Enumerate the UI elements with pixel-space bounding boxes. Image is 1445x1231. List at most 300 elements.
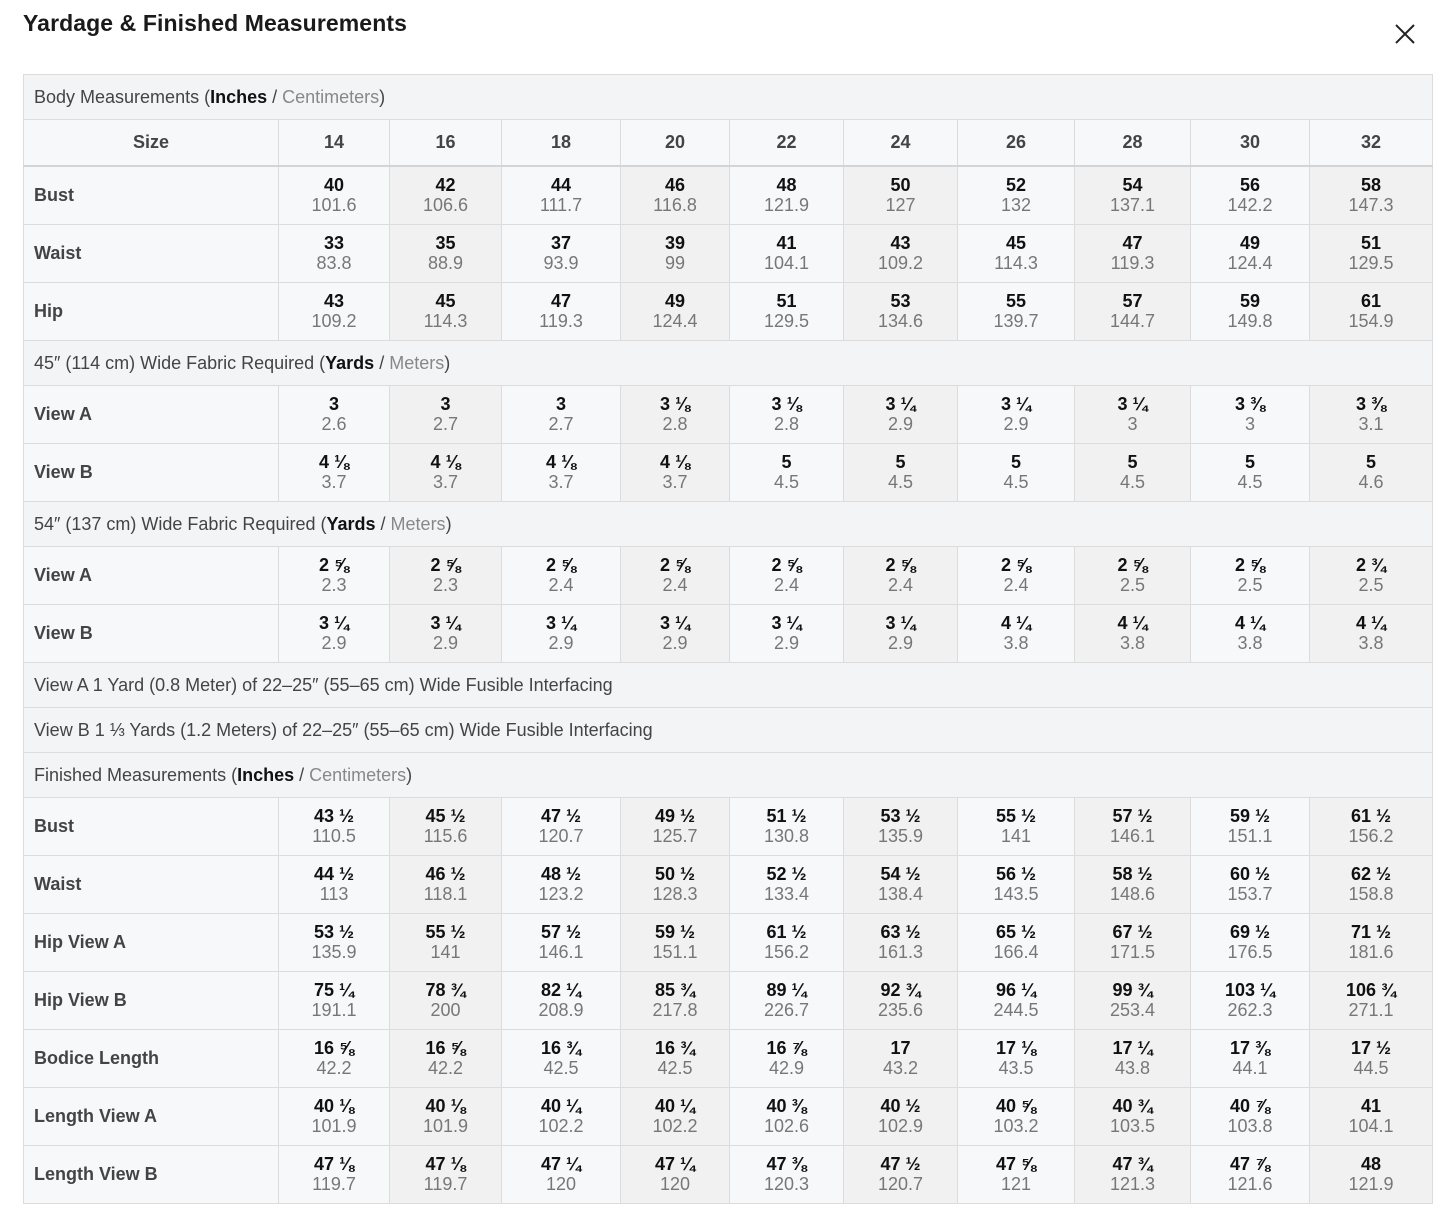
secondary-value: 119.7 — [423, 1174, 468, 1194]
secondary-value: 121.3 — [1109, 1174, 1156, 1194]
secondary-value: 161.3 — [877, 942, 924, 962]
secondary-value: 129.5 — [763, 311, 810, 331]
secondary-value: 3.7 — [662, 472, 688, 492]
secondary-value: 83.8 — [316, 253, 352, 273]
measurement-cell — [844, 605, 958, 663]
primary-value: 3 ⅛ — [659, 394, 691, 414]
secondary-value: 4.6 — [1358, 472, 1384, 492]
section-heading-suffix: ) — [379, 86, 386, 107]
measurement-cell — [1310, 166, 1433, 225]
primary-value: 43 — [323, 291, 345, 311]
measurement-cell — [1310, 547, 1433, 605]
secondary-value: 42.2 — [427, 1058, 464, 1078]
secondary-value: 44.1 — [1232, 1058, 1268, 1078]
primary-value: 2 ¾ — [1355, 555, 1387, 575]
measurement-cell — [279, 283, 390, 341]
section-heading — [24, 663, 1433, 708]
measurement-cell — [279, 547, 390, 605]
measurement-cell — [958, 225, 1075, 283]
measurement-cell — [279, 1088, 390, 1146]
measurement-cell — [390, 225, 502, 283]
primary-value: 99 ¾ — [1112, 980, 1153, 1000]
measurement-cell — [958, 283, 1075, 341]
primary-value: 47 ¼ — [654, 1154, 696, 1174]
measurement-cell — [621, 1030, 730, 1088]
secondary-value: 114.3 — [423, 311, 468, 331]
section-heading-separator: / — [374, 352, 390, 373]
primary-value: 3 ¼ — [545, 613, 577, 633]
primary-value: 52 — [1005, 175, 1027, 195]
primary-value: 47 — [1122, 233, 1143, 253]
measurement-cell — [390, 444, 502, 502]
table-row — [24, 605, 1433, 663]
primary-value: 40 ⅛ — [425, 1096, 466, 1116]
measurement-cell — [279, 166, 390, 225]
secondary-value: 102.2 — [652, 1116, 698, 1136]
primary-value: 17 ⅛ — [995, 1038, 1037, 1058]
measurement-cell — [958, 444, 1075, 502]
section-heading-prefix: View A 1 Yard (0.8 Meter) of 22–25″ (55–65 cm) Wide Fusible Interfacing — [34, 674, 613, 695]
primary-value: 47 ½ — [880, 1154, 921, 1174]
primary-value: 61 ½ — [1350, 806, 1392, 826]
secondary-value: 119.3 — [539, 311, 583, 331]
section-heading-primary-unit: Inches — [237, 764, 295, 785]
measurement-cell — [1191, 225, 1310, 283]
measurement-cell — [502, 798, 621, 856]
secondary-value: 103.5 — [1109, 1116, 1156, 1136]
secondary-value: 130.8 — [763, 826, 810, 846]
primary-value: 3 ¼ — [885, 613, 916, 633]
primary-value: 3 ⅜ — [1234, 394, 1266, 414]
measurement-cell — [1191, 972, 1310, 1030]
secondary-value: 121.6 — [1227, 1174, 1273, 1194]
primary-value: 57 ½ — [540, 922, 582, 942]
measurement-cell — [1191, 386, 1310, 444]
measurement-cell — [621, 914, 730, 972]
measurement-cell — [502, 225, 621, 283]
secondary-value: 191.1 — [311, 1000, 357, 1020]
measurement-cell — [1310, 283, 1433, 341]
row-label: View A — [24, 386, 279, 444]
measurement-cell — [958, 1088, 1075, 1146]
measurement-cell — [730, 972, 844, 1030]
primary-value: 106 ¾ — [1345, 980, 1397, 1000]
primary-value: 40 ⅜ — [766, 1096, 807, 1116]
primary-value: 40 ¼ — [654, 1096, 696, 1116]
measurement-cell — [730, 856, 844, 914]
primary-value: 43 — [890, 233, 911, 253]
primary-value: 4 ¼ — [1355, 613, 1387, 633]
table-row — [24, 386, 1433, 444]
measurement-cell — [390, 283, 502, 341]
primary-value: 58 ½ — [1112, 864, 1153, 884]
row-label: Hip View A — [24, 914, 279, 972]
section-heading-row — [24, 75, 1433, 120]
secondary-value: 119.3 — [1110, 253, 1155, 273]
table-row — [24, 914, 1433, 972]
secondary-value: 3.1 — [1358, 414, 1384, 434]
table-row — [24, 972, 1433, 1030]
primary-value: 85 ¾ — [654, 980, 696, 1000]
secondary-value: 151.1 — [652, 942, 698, 962]
secondary-value: 3 — [1127, 414, 1138, 434]
secondary-value: 128.3 — [652, 884, 698, 904]
measurements-table — [23, 74, 1433, 1204]
table-row — [24, 798, 1433, 856]
measurement-cell — [1075, 798, 1191, 856]
primary-value: 47 ¾ — [1112, 1154, 1153, 1174]
primary-value: 17 ½ — [1350, 1038, 1392, 1058]
primary-value: 59 ½ — [1229, 806, 1271, 826]
measurements-table-container — [23, 74, 1432, 1204]
secondary-value: 2.3 — [321, 575, 347, 595]
section-heading-primary-unit: Yards — [325, 352, 375, 373]
primary-value: 53 — [890, 291, 911, 311]
measurement-cell — [621, 386, 730, 444]
secondary-value: 123.2 — [538, 884, 584, 904]
primary-value: 55 ½ — [995, 806, 1037, 826]
measurement-cell — [390, 1030, 502, 1088]
primary-value: 92 ¾ — [880, 980, 921, 1000]
primary-value: 17 — [890, 1038, 911, 1058]
secondary-value: 200 — [430, 1000, 461, 1020]
primary-value: 2 ⅝ — [885, 555, 916, 575]
section-heading-prefix: 54″ (137 cm) Wide Fabric Required ( — [34, 513, 327, 534]
secondary-value: 208.9 — [538, 1000, 584, 1020]
secondary-value: 146.1 — [1109, 826, 1156, 846]
secondary-value: 143.5 — [993, 884, 1039, 904]
secondary-value: 104.1 — [763, 253, 810, 273]
primary-value: 40 ⅞ — [1229, 1096, 1271, 1116]
row-label: Hip — [24, 283, 279, 341]
primary-value: 54 ½ — [880, 864, 921, 884]
primary-value: 41 — [776, 233, 797, 253]
section-heading-row — [24, 502, 1433, 547]
measurement-cell — [279, 798, 390, 856]
secondary-value: 102.6 — [763, 1116, 810, 1136]
secondary-value: 137.1 — [1109, 195, 1156, 215]
secondary-value: 133.4 — [763, 884, 810, 904]
primary-value: 2 ⅝ — [1117, 555, 1148, 575]
measurement-cell — [730, 1146, 844, 1204]
measurement-cell — [958, 856, 1075, 914]
measurement-cell — [958, 1030, 1075, 1088]
secondary-value: 43.8 — [1114, 1058, 1151, 1078]
secondary-value: 2.8 — [773, 414, 800, 434]
primary-value: 40 ⅝ — [995, 1096, 1037, 1116]
secondary-value: 42.5 — [543, 1058, 579, 1078]
secondary-value: 2.4 — [773, 575, 800, 595]
table-row — [24, 225, 1433, 283]
section-heading-suffix: ) — [444, 352, 451, 373]
secondary-value: 111.7 — [539, 195, 583, 215]
secondary-value: 153.7 — [1227, 884, 1273, 904]
primary-value: 61 ½ — [766, 922, 807, 942]
primary-value: 45 — [435, 291, 456, 311]
primary-value: 47 — [550, 291, 572, 311]
secondary-value: 149.8 — [1227, 311, 1273, 331]
measurement-cell — [279, 972, 390, 1030]
measurement-cell — [1075, 444, 1191, 502]
secondary-value: 2.6 — [321, 414, 347, 434]
primary-value: 49 ½ — [654, 806, 696, 826]
primary-value: 3 ¼ — [885, 394, 916, 414]
measurement-cell — [958, 386, 1075, 444]
row-label: View A — [24, 547, 279, 605]
section-heading — [24, 753, 1433, 798]
section-heading-secondary-unit: Centimeters — [282, 86, 380, 107]
measurement-cell — [279, 856, 390, 914]
primary-value: 49 — [1239, 233, 1261, 253]
section-heading-prefix: 45″ (114 cm) Wide Fabric Required ( — [34, 352, 326, 373]
measurement-cell — [1075, 972, 1191, 1030]
secondary-value: 42.9 — [768, 1058, 805, 1078]
secondary-value: 101.9 — [422, 1116, 469, 1136]
secondary-value: 141 — [430, 942, 461, 962]
row-label: Length View A — [24, 1088, 279, 1146]
measurement-cell — [279, 1146, 390, 1204]
measurement-cell — [1310, 605, 1433, 663]
close-icon — [1391, 20, 1419, 48]
primary-value: 40 ⅛ — [313, 1096, 355, 1116]
measurement-cell — [844, 1146, 958, 1204]
secondary-value: 2.4 — [662, 575, 688, 595]
secondary-value: 109.2 — [311, 311, 357, 331]
secondary-value: 102.2 — [538, 1116, 584, 1136]
secondary-value: 226.7 — [763, 1000, 810, 1020]
section-heading-secondary-unit: Meters — [389, 352, 445, 373]
secondary-value: 147.3 — [1348, 195, 1394, 215]
secondary-value: 139.7 — [993, 311, 1039, 331]
section-heading-separator: / — [375, 513, 391, 534]
secondary-value: 101.9 — [311, 1116, 357, 1136]
secondary-value: 2.4 — [548, 575, 574, 595]
secondary-value: 115.6 — [423, 826, 468, 846]
measurement-cell — [1075, 914, 1191, 972]
section-heading — [24, 75, 1433, 120]
primary-value: 3 ¼ — [1000, 394, 1032, 414]
secondary-value: 176.5 — [1227, 942, 1273, 962]
secondary-value: 129.5 — [1348, 253, 1394, 273]
measurement-cell — [502, 386, 621, 444]
secondary-value: 138.4 — [877, 884, 924, 904]
secondary-value: 42.2 — [316, 1058, 352, 1078]
measurement-cell — [621, 1146, 730, 1204]
measurement-cell — [390, 972, 502, 1030]
table-row — [24, 1146, 1433, 1204]
primary-value: 3 ¼ — [1117, 394, 1148, 414]
secondary-value: 2.5 — [1237, 575, 1263, 595]
measurement-cell — [390, 914, 502, 972]
secondary-value: 154.9 — [1348, 311, 1394, 331]
primary-value: 4 ¼ — [1117, 613, 1148, 633]
measurement-cell — [730, 225, 844, 283]
secondary-value: 4.5 — [1119, 472, 1146, 492]
secondary-value: 114.3 — [994, 253, 1038, 273]
primary-value: 52 ½ — [766, 864, 807, 884]
primary-value: 60 ½ — [1229, 864, 1271, 884]
row-label: Hip View B — [24, 972, 279, 1030]
secondary-value: 146.1 — [538, 942, 584, 962]
measurement-cell — [390, 1146, 502, 1204]
primary-value: 47 ⅜ — [766, 1154, 807, 1174]
primary-value: 47 ½ — [540, 806, 582, 826]
measurement-cell — [621, 283, 730, 341]
measurement-cell — [1310, 1146, 1433, 1204]
primary-value: 39 — [664, 233, 686, 253]
primary-value: 40 ½ — [880, 1096, 921, 1116]
primary-value: 46 ½ — [425, 864, 466, 884]
measurement-cell — [1310, 856, 1433, 914]
measurement-cell — [621, 225, 730, 283]
secondary-value: 217.8 — [652, 1000, 698, 1020]
measurement-cell — [279, 605, 390, 663]
secondary-value: 235.6 — [877, 1000, 924, 1020]
measurement-cell — [502, 856, 621, 914]
measurement-cell — [844, 386, 958, 444]
secondary-value: 142.2 — [1227, 195, 1273, 215]
measurement-cell — [730, 798, 844, 856]
section-heading-row — [24, 663, 1433, 708]
secondary-value: 2.9 — [548, 633, 574, 653]
measurement-cell — [730, 1030, 844, 1088]
secondary-value: 44.5 — [1353, 1058, 1389, 1078]
secondary-value: 120.7 — [538, 826, 584, 846]
table-row — [24, 547, 1433, 605]
secondary-value: 2.9 — [662, 633, 688, 653]
secondary-value: 2.4 — [1003, 575, 1029, 595]
measurement-cell — [279, 225, 390, 283]
primary-value: 48 ½ — [540, 864, 582, 884]
primary-value: 48 — [1360, 1154, 1382, 1174]
measurement-cell — [1310, 225, 1433, 283]
secondary-value: 120.3 — [763, 1174, 810, 1194]
measurement-cell — [390, 547, 502, 605]
primary-value: 4 ⅛ — [318, 452, 350, 472]
measurement-cell — [1075, 225, 1191, 283]
primary-value: 5 — [781, 452, 792, 472]
measurement-cell — [1075, 1030, 1191, 1088]
secondary-value: 3 — [1244, 414, 1255, 434]
secondary-value: 102.9 — [877, 1116, 924, 1136]
measurement-cell — [730, 914, 844, 972]
measurement-cell — [502, 166, 621, 225]
measurement-cell — [1075, 547, 1191, 605]
measurement-cell — [1310, 972, 1433, 1030]
measurement-cell — [502, 444, 621, 502]
primary-value: 2 ⅝ — [1000, 555, 1032, 575]
primary-value: 5 — [1010, 452, 1021, 472]
measurement-cell — [730, 605, 844, 663]
section-heading-primary-unit: Yards — [326, 513, 376, 534]
section-heading-suffix: ) — [406, 764, 413, 785]
primary-value: 78 ¾ — [425, 980, 466, 1000]
primary-value: 4 ⅛ — [659, 452, 691, 472]
secondary-value: 2.9 — [887, 414, 914, 434]
primary-value: 103 ¼ — [1224, 980, 1276, 1000]
primary-value: 2 ⅝ — [545, 555, 577, 575]
measurement-cell — [1310, 1030, 1433, 1088]
primary-value: 56 ½ — [995, 864, 1037, 884]
secondary-value: 99 — [664, 253, 686, 273]
primary-value: 89 ¼ — [766, 980, 807, 1000]
secondary-value: 101.6 — [311, 195, 357, 215]
measurement-cell — [730, 166, 844, 225]
measurement-cell — [1191, 283, 1310, 341]
secondary-value: 135.9 — [311, 942, 357, 962]
secondary-value: 121.9 — [763, 195, 810, 215]
secondary-value: 103.8 — [1227, 1116, 1273, 1136]
measurement-cell — [1075, 166, 1191, 225]
secondary-value: 166.4 — [993, 942, 1039, 962]
close-button[interactable] — [1391, 20, 1419, 48]
primary-value: 53 ½ — [880, 806, 921, 826]
primary-value: 5 — [895, 452, 906, 472]
measurement-cell — [621, 547, 730, 605]
primary-value: 45 ½ — [425, 806, 466, 826]
measurement-cell — [1075, 856, 1191, 914]
secondary-value: 120 — [659, 1174, 691, 1194]
primary-value: 69 ½ — [1229, 922, 1271, 942]
primary-value: 44 ½ — [313, 864, 355, 884]
secondary-value: 2.3 — [432, 575, 459, 595]
primary-value: 4 ¼ — [1234, 613, 1266, 633]
section-heading — [24, 341, 1433, 386]
primary-value: 55 — [1005, 291, 1027, 311]
primary-value: 47 ⅛ — [313, 1154, 355, 1174]
measurement-cell — [1191, 1030, 1310, 1088]
primary-value: 4 ⅛ — [545, 452, 577, 472]
primary-value: 67 ½ — [1112, 922, 1153, 942]
table-row — [24, 283, 1433, 341]
size-column-header: 16 — [390, 120, 502, 167]
primary-value: 51 — [1360, 233, 1382, 253]
primary-value: 3 ¼ — [318, 613, 350, 633]
primary-value: 5 — [1127, 452, 1138, 472]
primary-value: 47 ⅛ — [425, 1154, 466, 1174]
section-heading-prefix: Finished Measurements ( — [34, 764, 238, 785]
measurement-cell — [1310, 444, 1433, 502]
measurement-cell — [1075, 1088, 1191, 1146]
measurement-cell — [502, 547, 621, 605]
secondary-value: 4.5 — [887, 472, 914, 492]
measurement-cell — [844, 444, 958, 502]
secondary-value: 151.1 — [1227, 826, 1273, 846]
secondary-value: 156.2 — [1348, 826, 1394, 846]
primary-value: 3 ⅛ — [771, 394, 802, 414]
primary-value: 37 — [550, 233, 572, 253]
section-heading-secondary-unit: Meters — [390, 513, 446, 534]
measurement-cell — [730, 444, 844, 502]
measurement-cell — [390, 605, 502, 663]
secondary-value: 88.9 — [427, 253, 464, 273]
secondary-value: 2.5 — [1358, 575, 1384, 595]
primary-value: 47 ⅞ — [1229, 1154, 1271, 1174]
measurement-cell — [844, 283, 958, 341]
row-label: View B — [24, 444, 279, 502]
primary-value: 47 ¼ — [540, 1154, 582, 1174]
secondary-value: 124.4 — [1227, 253, 1273, 273]
measurement-cell — [958, 1146, 1075, 1204]
size-header-label: Size — [24, 120, 279, 167]
secondary-value: 103.2 — [993, 1116, 1039, 1136]
size-column-header: 14 — [279, 120, 390, 167]
measurement-cell — [844, 166, 958, 225]
measurement-cell — [502, 605, 621, 663]
measurement-cell — [390, 386, 502, 444]
secondary-value: 109.2 — [877, 253, 924, 273]
primary-value: 59 ½ — [654, 922, 696, 942]
